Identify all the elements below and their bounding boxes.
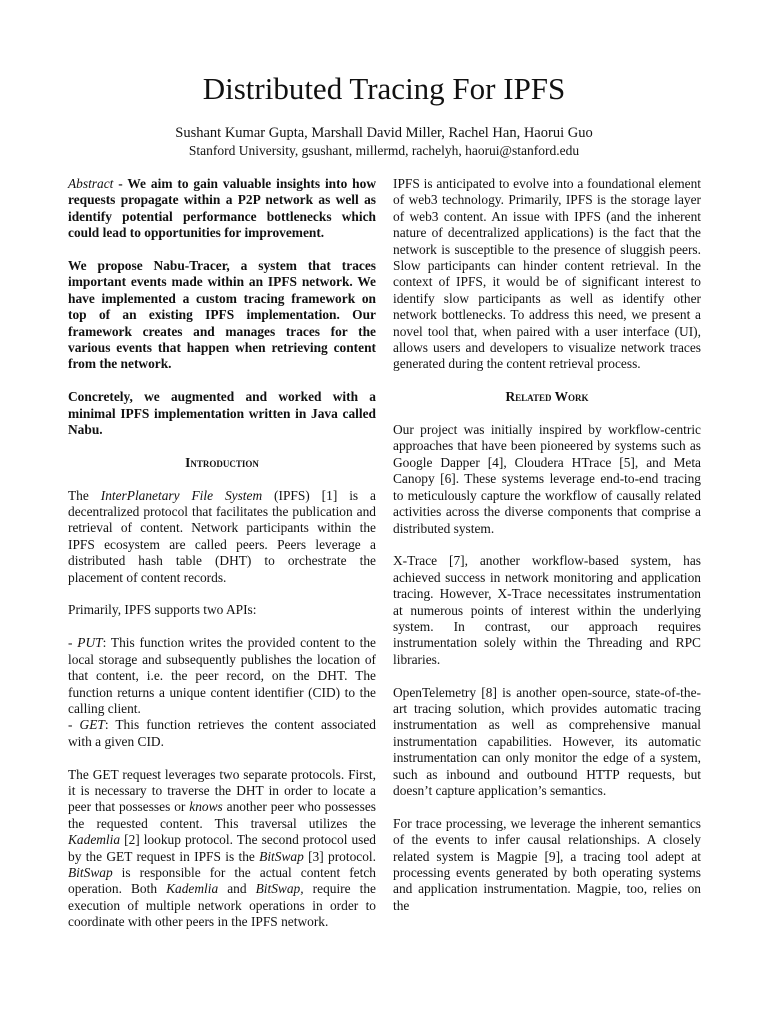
right-column <box>393 176 701 931</box>
abstract-label: Abstract <box>68 176 114 191</box>
author-list: Sushant Kumar Gupta, Marshall David Miller, Rachel Han, Haorui Guo <box>175 125 593 141</box>
abstract-paragraph <box>68 176 376 242</box>
ipfs-web3-paragraph: IPFS is anticipated to evolve into a foundational element of web3 technology. Primarily, IPFS is the storage layer of web3 content. An issue with IPFS (and the inherent nature of decentralized applications) is the fact that the network is susceptible to the presence of sluggish peers. Slow participants can hinder content retrieval. In the context of IPFS, it would be of significant interest to identify slow participants as well as identify other network bottlenecks. To address this need, we present a novel tool that, when paired with a user interface (UI), allows users and developers to visualize network traces generated during the content retrieval process. <box>393 176 701 372</box>
paper-title: Distributed Tracing For IPFS <box>202 71 566 106</box>
abstract-text: - We aim to gain valuable insights into how requests propagate within a P2P network as well as identify potential performance bottlenecks which could lead to opportunities for improvement. <box>68 176 376 241</box>
xtrace-paragraph: X-Trace [7], another workflow-based system, has achieved success in network monitoring and application tracing. However, X-Trace necessitates instrumentation at numerous points of interest within the underlying system. In contrast, our approach requires instrumentation solely within the Threading and RPC libraries. <box>393 553 701 667</box>
get-request-paragraph: The GET request leverages two separate protocols. First, it is necessary to traverse the DHT in order to locate a peer that possesses or knows another peer who possesses the requested content. This traversal utilizes the Kademlia [2] lookup protocol. The second protocol used by the GET request in IPFS is the BitSwap [3] protocol. BitSwap is responsible for the actual content fetch operation. Both Kademlia and BitSwap, require the execution of multiple network operations in order to coordinate with other peers in the IPFS network. <box>68 766 376 930</box>
intro-paragraph: The InterPlanetary File System (IPFS) [1] is a decentralized protocol that facilitates the publication and retrieval of content. Network participants within the IPFS ecosystem are called peers. Peers leverage a distributed hash table (DHT) to orchestrate the placement of content records. <box>68 487 376 585</box>
opentelemetry-paragraph: OpenTelemetry [8] is another open-source, state-of-the-art tracing solution, which provides automatic tracing instrumentation as well as comprehensive manual instrumentation capabilities. However, its automatic instrumentation can only monitor the edge of a system, such as inbound and outbound HTTP requests, but doesn’t capture application’s semantics. <box>393 684 701 798</box>
related-work-heading: Related Work <box>505 389 589 405</box>
get-api-item: - GET: This function retrieves the content associated with a given CID. <box>68 717 377 749</box>
introduction-heading: Introduction <box>185 454 259 470</box>
abstract-proposal-paragraph: We propose Nabu-Tracer, a system that traces important events made within an IPFS network. We have implemented a custom tracing framework on top of an existing IPFS implementation. Our framework creates and manages traces for the various events that happen when retrieving content from the network. <box>68 258 376 372</box>
put-api-item: - PUT: This function writes the provided content to the local storage and subsequently publishes the location of that content, i.e. the peer record, on the DHT. The function returns a unique content identifier (CID) to the calling client. <box>68 635 377 716</box>
apis-paragraph: Primarily, IPFS supports two APIs: <box>68 602 257 618</box>
abstract-concrete-paragraph: Concretely, we augmented and worked with a minimal IPFS implementation written in Java called Nabu. <box>68 389 376 438</box>
related-work-paragraph: Our project was initially inspired by workflow-centric approaches that have been pioneered by systems such as Google Dapper [4], Cloudera HTrace [5], and Meta Canopy [6]. These systems leverage end-to-end tracing to meticulously capture the workflow of causally related activities across the diverse components that comprise a distributed system. <box>393 422 701 536</box>
left-column <box>68 176 376 947</box>
trace-processing-paragraph: For trace processing, we leverage the inherent semantics of the events to infer causal relationships. A closely related system is Magpie [9], a tracing tool adept at processing events generated by both operating systems and application instrumentation. Magpie, too, relies on the <box>393 815 701 913</box>
affiliation: Stanford University, gsushant, millermd, rachelyh, haorui@stanford.edu <box>188 143 580 158</box>
